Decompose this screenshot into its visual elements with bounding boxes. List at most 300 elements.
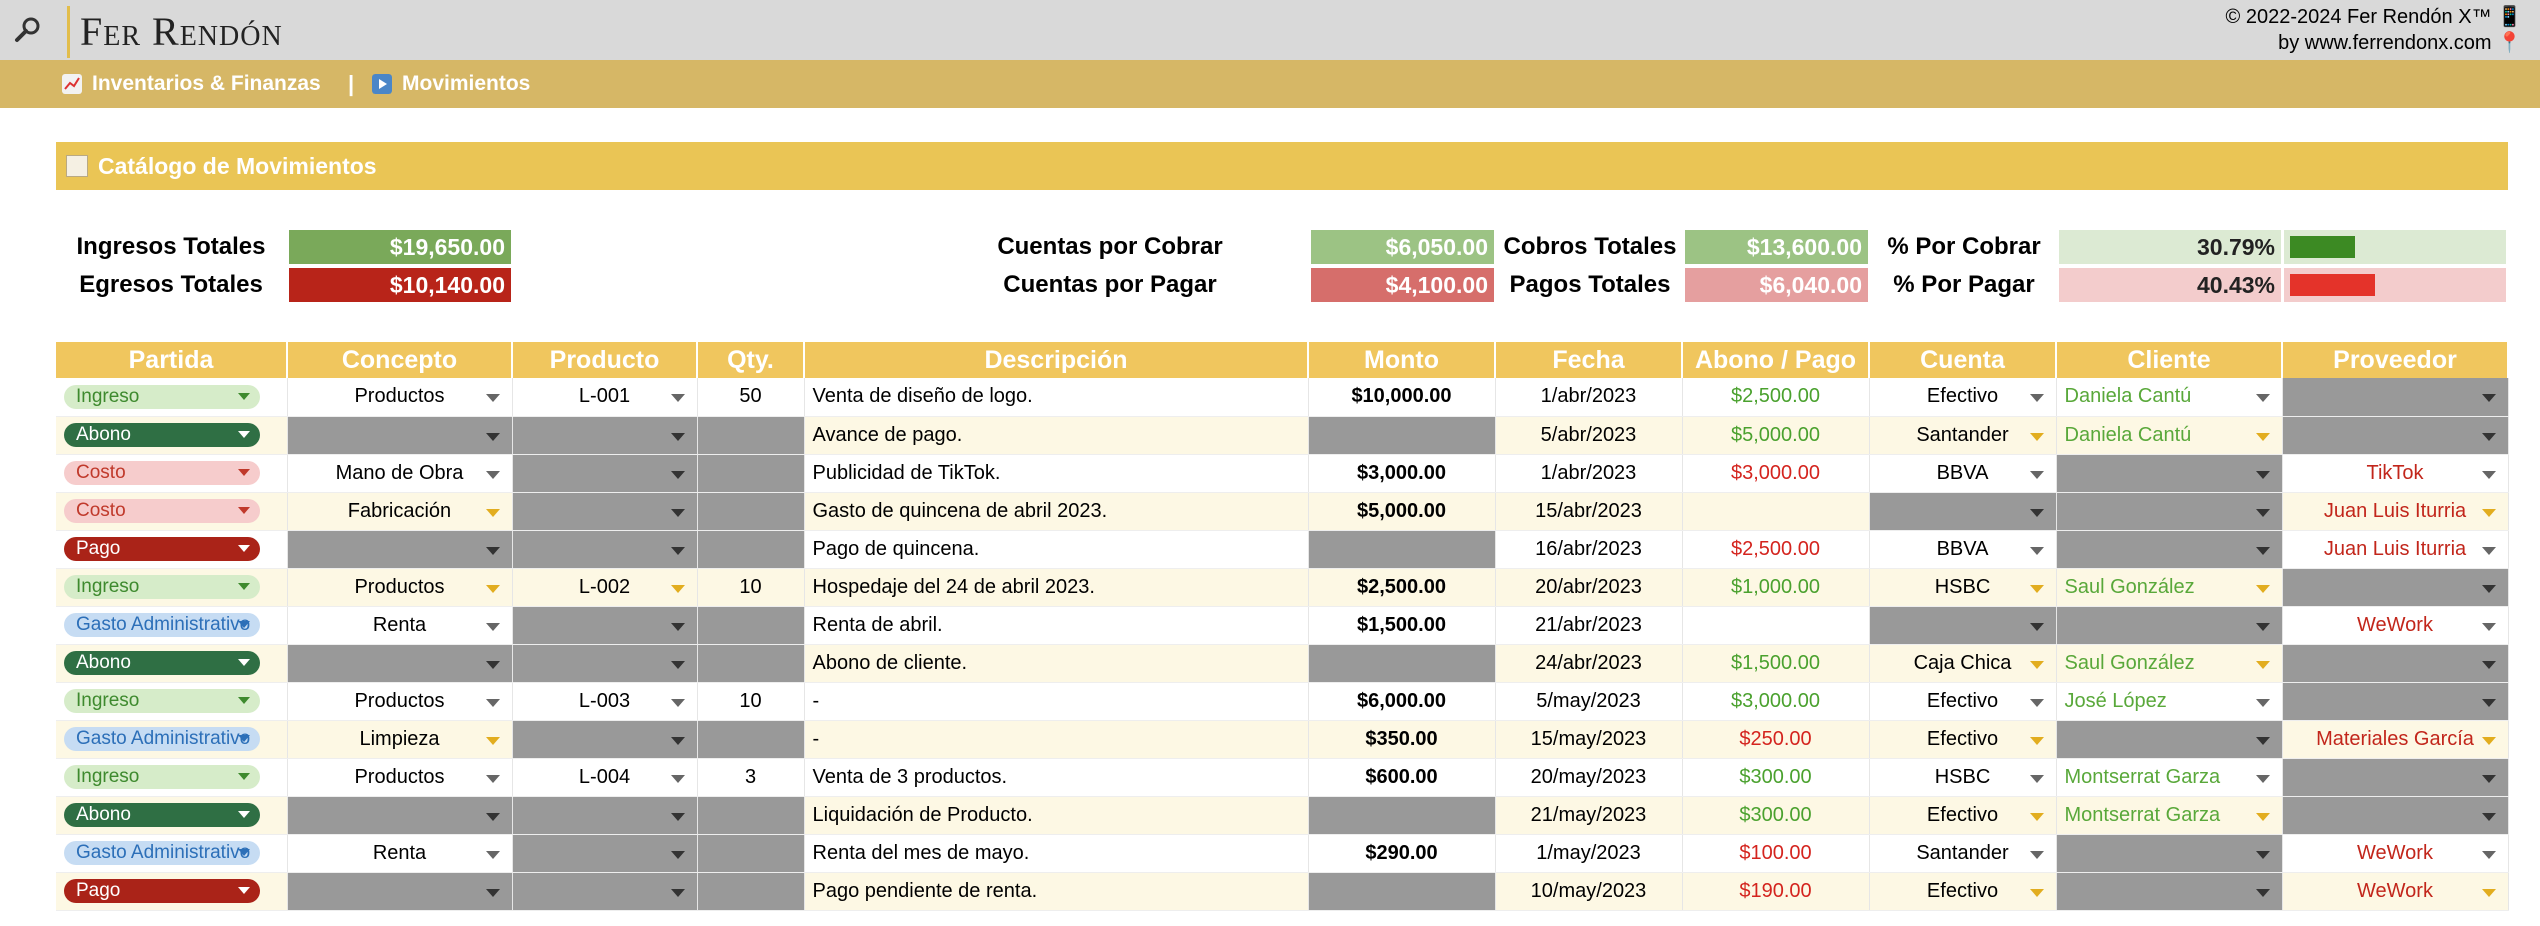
partida-cell[interactable]: [56, 454, 287, 492]
partida-chip[interactable]: [64, 841, 260, 865]
producto-cell[interactable]: [512, 720, 697, 758]
chevron-down-icon[interactable]: [2256, 737, 2270, 745]
chevron-down-icon[interactable]: [238, 735, 250, 742]
chevron-down-icon[interactable]: [486, 509, 500, 517]
fecha-cell[interactable]: [1495, 568, 1682, 606]
cliente-cell[interactable]: [2056, 416, 2282, 454]
chevron-down-icon[interactable]: [2030, 585, 2044, 593]
proveedor-cell-text: Materiales García: [2316, 727, 2474, 750]
monto-cell[interactable]: [1308, 872, 1495, 910]
monto-cell-text: $2,500.00: [1357, 575, 1446, 598]
column-header[interactable]: Concepto: [287, 342, 512, 378]
partida-chip-label: Ingreso: [76, 576, 140, 597]
chevron-down-icon[interactable]: [2482, 547, 2496, 555]
cuenta-cell-text: Efectivo: [1926, 727, 1999, 750]
producto-cell[interactable]: [512, 872, 697, 910]
concepto-cell[interactable]: [287, 644, 512, 682]
chevron-down-icon[interactable]: [671, 623, 685, 631]
chevron-down-icon[interactable]: [486, 775, 500, 783]
producto-cell[interactable]: [512, 606, 697, 644]
chevron-down-icon[interactable]: [671, 889, 685, 897]
partida-cell[interactable]: [56, 606, 287, 644]
qty-cell[interactable]: [697, 454, 804, 492]
descripcion-cell-text: -: [812, 727, 820, 750]
qty-cell[interactable]: [697, 720, 804, 758]
chevron-down-icon[interactable]: [486, 623, 500, 631]
pagos-totales-value: $6,040.00: [1685, 268, 1868, 302]
descripcion-cell[interactable]: [804, 644, 1308, 682]
qty-cell[interactable]: [697, 872, 804, 910]
fecha-cell[interactable]: [1495, 378, 1682, 416]
nav-item-movimientos[interactable]: [372, 60, 530, 108]
cliente-cell[interactable]: [2056, 492, 2282, 530]
descripcion-cell[interactable]: [804, 378, 1308, 416]
qty-cell[interactable]: [697, 492, 804, 530]
chevron-down-icon[interactable]: [2482, 471, 2496, 479]
pct-por-pagar-bar: [2284, 268, 2506, 302]
proveedor-cell[interactable]: [2282, 758, 2508, 796]
monto-cell[interactable]: [1308, 378, 1495, 416]
chevron-down-icon[interactable]: [2256, 509, 2270, 517]
monto-cell[interactable]: [1308, 682, 1495, 720]
partida-chip[interactable]: [64, 651, 260, 675]
partida-cell[interactable]: [56, 682, 287, 720]
cuentas-por-cobrar-label: Cuentas por Cobrar: [997, 233, 1223, 260]
abono-cell[interactable]: [1682, 758, 1869, 796]
chevron-down-icon[interactable]: [2256, 889, 2270, 897]
partida-chip[interactable]: [64, 575, 260, 599]
chevron-down-icon[interactable]: [238, 507, 250, 514]
cliente-cell[interactable]: [2056, 606, 2282, 644]
concepto-cell[interactable]: [287, 378, 512, 416]
chevron-down-icon[interactable]: [671, 661, 685, 669]
descripcion-cell[interactable]: [804, 606, 1308, 644]
fecha-cell-text: 5/may/2023: [1536, 689, 1641, 712]
nav-item-inventarios[interactable]: [62, 60, 321, 108]
chevron-down-icon[interactable]: [2256, 851, 2270, 859]
descripcion-cell[interactable]: [804, 796, 1308, 834]
chevron-down-icon[interactable]: [2030, 775, 2044, 783]
table-row: [56, 568, 2508, 606]
fecha-cell[interactable]: [1495, 492, 1682, 530]
chevron-down-icon[interactable]: [671, 433, 685, 441]
qty-cell[interactable]: [697, 416, 804, 454]
cliente-cell[interactable]: [2056, 758, 2282, 796]
qty-cell[interactable]: [697, 378, 804, 416]
partida-chip[interactable]: [64, 499, 260, 523]
concepto-cell[interactable]: [287, 834, 512, 872]
chevron-down-icon[interactable]: [2030, 433, 2044, 441]
monto-cell[interactable]: [1308, 492, 1495, 530]
column-header[interactable]: Descripción: [804, 342, 1308, 378]
descripcion-cell-text: Avance de pago.: [812, 423, 963, 446]
chevron-down-icon[interactable]: [671, 547, 685, 555]
chevron-down-icon[interactable]: [671, 394, 685, 402]
proveedor-cell[interactable]: [2282, 682, 2508, 720]
descripcion-cell-text: Abono de cliente.: [812, 651, 968, 674]
cuenta-cell[interactable]: [1869, 416, 2056, 454]
cliente-cell-text: Saul González: [2064, 575, 2195, 598]
chevron-down-icon[interactable]: [238, 621, 250, 628]
chevron-down-icon[interactable]: [671, 471, 685, 479]
qty-cell[interactable]: [697, 682, 804, 720]
abono-cell[interactable]: [1682, 872, 1869, 910]
chevron-down-icon[interactable]: [2030, 813, 2044, 821]
cuenta-cell[interactable]: [1869, 606, 2056, 644]
cuenta-cell[interactable]: [1869, 758, 2056, 796]
cliente-cell[interactable]: [2056, 834, 2282, 872]
concepto-cell[interactable]: [287, 720, 512, 758]
column-header[interactable]: Cliente: [2056, 342, 2282, 378]
qty-cell[interactable]: [697, 568, 804, 606]
chevron-down-icon[interactable]: [2256, 623, 2270, 631]
chevron-down-icon[interactable]: [486, 471, 500, 479]
concepto-cell[interactable]: [287, 492, 512, 530]
chevron-down-icon[interactable]: [2030, 471, 2044, 479]
cuenta-cell[interactable]: [1869, 872, 2056, 910]
chevron-down-icon[interactable]: [2256, 433, 2270, 441]
chevron-down-icon[interactable]: [2482, 737, 2496, 745]
abono-cell[interactable]: [1682, 454, 1869, 492]
abono-cell[interactable]: [1682, 644, 1869, 682]
chevron-down-icon[interactable]: [2482, 623, 2496, 631]
partida-chip[interactable]: [64, 537, 260, 561]
cuentas-por-cobrar-value: $6,050.00: [1311, 230, 1494, 264]
chevron-down-icon[interactable]: [2482, 394, 2496, 402]
chevron-down-icon[interactable]: [2256, 471, 2270, 479]
partida-chip[interactable]: [64, 461, 260, 485]
chevron-down-icon[interactable]: [2482, 775, 2496, 783]
chevron-down-icon[interactable]: [2030, 394, 2044, 402]
producto-cell[interactable]: [512, 378, 697, 416]
descripcion-cell-text: Pago de quincena.: [812, 537, 980, 560]
proveedor-cell[interactable]: [2282, 568, 2508, 606]
partida-chip[interactable]: [64, 727, 260, 751]
chevron-down-icon[interactable]: [486, 737, 500, 745]
concepto-cell[interactable]: [287, 606, 512, 644]
partida-cell[interactable]: [56, 492, 287, 530]
chevron-down-icon[interactable]: [238, 583, 250, 590]
brand-logo: Fer Rendón: [80, 9, 283, 54]
cuenta-cell[interactable]: [1869, 492, 2056, 530]
qty-cell[interactable]: [697, 834, 804, 872]
proveedor-cell[interactable]: [2282, 416, 2508, 454]
chevron-down-icon[interactable]: [2256, 775, 2270, 783]
chevron-down-icon[interactable]: [238, 393, 250, 400]
cuenta-cell[interactable]: [1869, 530, 2056, 568]
descripcion-cell[interactable]: [804, 416, 1308, 454]
descripcion-cell[interactable]: [804, 682, 1308, 720]
producto-cell[interactable]: [512, 682, 697, 720]
chevron-down-icon[interactable]: [486, 433, 500, 441]
descripcion-cell-text: Venta de 3 productos.: [812, 765, 1008, 788]
producto-cell[interactable]: [512, 454, 697, 492]
chevron-down-icon[interactable]: [2030, 889, 2044, 897]
chevron-down-icon[interactable]: [2482, 851, 2496, 859]
producto-cell[interactable]: [512, 530, 697, 568]
concepto-cell[interactable]: [287, 454, 512, 492]
column-header[interactable]: Partida: [56, 342, 287, 378]
qty-cell[interactable]: [697, 796, 804, 834]
monto-cell[interactable]: [1308, 530, 1495, 568]
chevron-down-icon[interactable]: [486, 585, 500, 593]
chevron-down-icon[interactable]: [2030, 509, 2044, 517]
chevron-down-icon[interactable]: [671, 851, 685, 859]
fecha-cell[interactable]: [1495, 834, 1682, 872]
qty-cell[interactable]: [697, 606, 804, 644]
fecha-cell[interactable]: [1495, 530, 1682, 568]
monto-cell[interactable]: [1308, 720, 1495, 758]
cuenta-cell[interactable]: [1869, 682, 2056, 720]
table-row: [56, 644, 2508, 682]
column-header[interactable]: Producto: [512, 342, 697, 378]
table-row: [56, 492, 2508, 530]
chevron-down-icon[interactable]: [238, 431, 250, 438]
descripcion-cell[interactable]: [804, 492, 1308, 530]
chevron-down-icon[interactable]: [2256, 699, 2270, 707]
abono-cell[interactable]: [1682, 682, 1869, 720]
chevron-down-icon[interactable]: [671, 813, 685, 821]
monto-cell[interactable]: [1308, 416, 1495, 454]
copyright[interactable]: [2226, 4, 2522, 56]
partida-cell[interactable]: [56, 796, 287, 834]
cliente-cell-text: Saul González: [2064, 651, 2195, 674]
cliente-cell[interactable]: [2056, 796, 2282, 834]
partida-chip[interactable]: [64, 613, 260, 637]
chevron-down-icon[interactable]: [2256, 661, 2270, 669]
qty-cell[interactable]: [697, 530, 804, 568]
partida-chip[interactable]: [64, 423, 260, 447]
cliente-cell-text: Montserrat Garza: [2064, 765, 2221, 788]
fecha-cell[interactable]: [1495, 416, 1682, 454]
fecha-cell[interactable]: [1495, 606, 1682, 644]
cliente-cell[interactable]: [2056, 454, 2282, 492]
chevron-down-icon[interactable]: [2030, 623, 2044, 631]
proveedor-cell[interactable]: [2282, 644, 2508, 682]
descripcion-cell[interactable]: [804, 872, 1308, 910]
proveedor-cell[interactable]: [2282, 378, 2508, 416]
partida-chip-label: Abono: [76, 804, 131, 825]
descripcion-cell[interactable]: [804, 454, 1308, 492]
descripcion-cell[interactable]: [804, 834, 1308, 872]
cliente-cell[interactable]: [2056, 872, 2282, 910]
monto-cell[interactable]: [1308, 454, 1495, 492]
chevron-down-icon[interactable]: [238, 849, 250, 856]
nav-separator: |: [348, 71, 355, 96]
chevron-down-icon[interactable]: [2482, 661, 2496, 669]
chevron-down-icon[interactable]: [238, 697, 250, 704]
monto-cell[interactable]: [1308, 568, 1495, 606]
descripcion-cell[interactable]: [804, 530, 1308, 568]
chevron-down-icon[interactable]: [2256, 394, 2270, 402]
partida-chip[interactable]: [64, 689, 260, 713]
column-header[interactable]: Monto: [1308, 342, 1495, 378]
partida-chip[interactable]: [64, 803, 260, 827]
concepto-cell[interactable]: [287, 568, 512, 606]
fecha-cell[interactable]: [1495, 872, 1682, 910]
partida-chip[interactable]: [64, 385, 260, 409]
chevron-down-icon[interactable]: [2030, 737, 2044, 745]
chevron-down-icon[interactable]: [2482, 585, 2496, 593]
chevron-down-icon[interactable]: [486, 813, 500, 821]
abono-cell[interactable]: [1682, 796, 1869, 834]
abono-cell-text: $3,000.00: [1731, 689, 1820, 712]
cliente-cell[interactable]: [2056, 720, 2282, 758]
abono-cell[interactable]: [1682, 530, 1869, 568]
cuenta-cell[interactable]: [1869, 644, 2056, 682]
chevron-down-icon[interactable]: [238, 469, 250, 476]
fecha-cell[interactable]: [1495, 682, 1682, 720]
abono-cell[interactable]: [1682, 606, 1869, 644]
chevron-down-icon[interactable]: [2030, 699, 2044, 707]
chevron-down-icon[interactable]: [671, 775, 685, 783]
producto-cell[interactable]: [512, 492, 697, 530]
abono-cell-text: $190.00: [1739, 879, 1812, 902]
cuenta-cell[interactable]: [1869, 378, 2056, 416]
proveedor-cell[interactable]: [2282, 530, 2508, 568]
cliente-cell[interactable]: [2056, 682, 2282, 720]
abono-cell-text: $100.00: [1739, 841, 1812, 864]
producto-cell[interactable]: [512, 796, 697, 834]
cuenta-cell[interactable]: [1869, 568, 2056, 606]
fecha-cell[interactable]: [1495, 758, 1682, 796]
partida-chip-label: Abono: [76, 424, 131, 445]
column-header[interactable]: Proveedor: [2282, 342, 2508, 378]
partida-cell[interactable]: [56, 834, 287, 872]
chevron-down-icon[interactable]: [486, 699, 500, 707]
cliente-cell[interactable]: [2056, 644, 2282, 682]
chevron-down-icon[interactable]: [671, 509, 685, 517]
chevron-down-icon[interactable]: [486, 547, 500, 555]
chevron-down-icon[interactable]: [238, 811, 250, 818]
proveedor-cell[interactable]: [2282, 796, 2508, 834]
chevron-down-icon[interactable]: [2030, 851, 2044, 859]
qty-cell[interactable]: [697, 644, 804, 682]
chevron-down-icon[interactable]: [2482, 813, 2496, 821]
concepto-cell[interactable]: [287, 682, 512, 720]
concepto-cell[interactable]: [287, 872, 512, 910]
cuenta-cell[interactable]: [1869, 720, 2056, 758]
producto-cell[interactable]: [512, 416, 697, 454]
chevron-down-icon[interactable]: [486, 394, 500, 402]
cuenta-cell[interactable]: [1869, 796, 2056, 834]
fecha-cell[interactable]: [1495, 720, 1682, 758]
chevron-down-icon[interactable]: [2256, 547, 2270, 555]
producto-cell[interactable]: [512, 834, 697, 872]
abono-cell[interactable]: [1682, 378, 1869, 416]
chevron-down-icon[interactable]: [238, 545, 250, 552]
chevron-down-icon[interactable]: [2030, 547, 2044, 555]
chevron-down-icon[interactable]: [671, 737, 685, 745]
partida-chip[interactable]: [64, 765, 260, 789]
copyright-line-2[interactable]: by www.ferrendonx.com 📍: [2278, 32, 2522, 54]
abono-cell[interactable]: [1682, 720, 1869, 758]
abono-cell[interactable]: [1682, 416, 1869, 454]
chevron-down-icon[interactable]: [2482, 889, 2496, 897]
column-header[interactable]: Abono / Pago: [1682, 342, 1869, 378]
proveedor-cell[interactable]: [2282, 454, 2508, 492]
partida-cell[interactable]: [56, 758, 287, 796]
proveedor-cell[interactable]: [2282, 720, 2508, 758]
chevron-down-icon[interactable]: [238, 887, 250, 894]
chevron-down-icon[interactable]: [2482, 433, 2496, 441]
proveedor-cell[interactable]: [2282, 606, 2508, 644]
abono-cell[interactable]: [1682, 492, 1869, 530]
chevron-down-icon[interactable]: [486, 889, 500, 897]
monto-cell[interactable]: [1308, 834, 1495, 872]
partida-cell[interactable]: [56, 872, 287, 910]
partida-cell[interactable]: [56, 378, 287, 416]
partida-cell[interactable]: [56, 644, 287, 682]
descripcion-cell[interactable]: [804, 568, 1308, 606]
partida-cell[interactable]: [56, 720, 287, 758]
column-header[interactable]: Fecha: [1495, 342, 1682, 378]
concepto-cell[interactable]: [287, 530, 512, 568]
concepto-cell[interactable]: [287, 758, 512, 796]
column-header[interactable]: Qty.: [697, 342, 804, 378]
cuenta-cell[interactable]: [1869, 454, 2056, 492]
fecha-cell[interactable]: [1495, 644, 1682, 682]
abono-cell[interactable]: [1682, 568, 1869, 606]
cliente-cell[interactable]: [2056, 530, 2282, 568]
pct-por-pagar-bar-fill: [2290, 274, 2375, 296]
producto-cell[interactable]: [512, 568, 697, 606]
partida-chip-label: Pago: [76, 880, 121, 901]
partida-chip[interactable]: [64, 879, 260, 903]
fecha-cell-text: 1/may/2023: [1536, 841, 1641, 864]
fecha-cell[interactable]: [1495, 796, 1682, 834]
qty-cell[interactable]: [697, 758, 804, 796]
concepto-cell[interactable]: [287, 796, 512, 834]
cliente-cell[interactable]: [2056, 568, 2282, 606]
chevron-down-icon[interactable]: [671, 699, 685, 707]
fecha-cell[interactable]: [1495, 454, 1682, 492]
proveedor-cell[interactable]: [2282, 872, 2508, 910]
concepto-cell-text: Fabricación: [347, 499, 452, 522]
partida-cell[interactable]: [56, 530, 287, 568]
column-header[interactable]: Cuenta: [1869, 342, 2056, 378]
chevron-down-icon[interactable]: [2256, 585, 2270, 593]
producto-cell[interactable]: [512, 758, 697, 796]
monto-cell[interactable]: [1308, 796, 1495, 834]
proveedor-cell[interactable]: [2282, 492, 2508, 530]
partida-cell[interactable]: [56, 568, 287, 606]
descripcion-cell[interactable]: [804, 758, 1308, 796]
chevron-down-icon[interactable]: [2482, 699, 2496, 707]
chevron-down-icon[interactable]: [486, 851, 500, 859]
monto-cell[interactable]: [1308, 758, 1495, 796]
concepto-cell[interactable]: [287, 416, 512, 454]
cuenta-cell[interactable]: [1869, 834, 2056, 872]
search-icon[interactable]: [12, 14, 44, 46]
cliente-cell[interactable]: [2056, 378, 2282, 416]
proveedor-cell-text: Juan Luis Iturria: [2323, 537, 2467, 560]
chevron-down-icon[interactable]: [486, 661, 500, 669]
chevron-down-icon[interactable]: [2482, 509, 2496, 517]
abono-cell[interactable]: [1682, 834, 1869, 872]
monto-cell[interactable]: [1308, 644, 1495, 682]
proveedor-cell[interactable]: [2282, 834, 2508, 872]
chevron-down-icon[interactable]: [671, 585, 685, 593]
partida-cell[interactable]: [56, 416, 287, 454]
chevron-down-icon[interactable]: [238, 659, 250, 666]
producto-cell[interactable]: [512, 644, 697, 682]
monto-cell[interactable]: [1308, 606, 1495, 644]
chevron-down-icon[interactable]: [238, 773, 250, 780]
chevron-down-icon[interactable]: [2256, 813, 2270, 821]
chevron-down-icon[interactable]: [2030, 661, 2044, 669]
descripcion-cell[interactable]: [804, 720, 1308, 758]
